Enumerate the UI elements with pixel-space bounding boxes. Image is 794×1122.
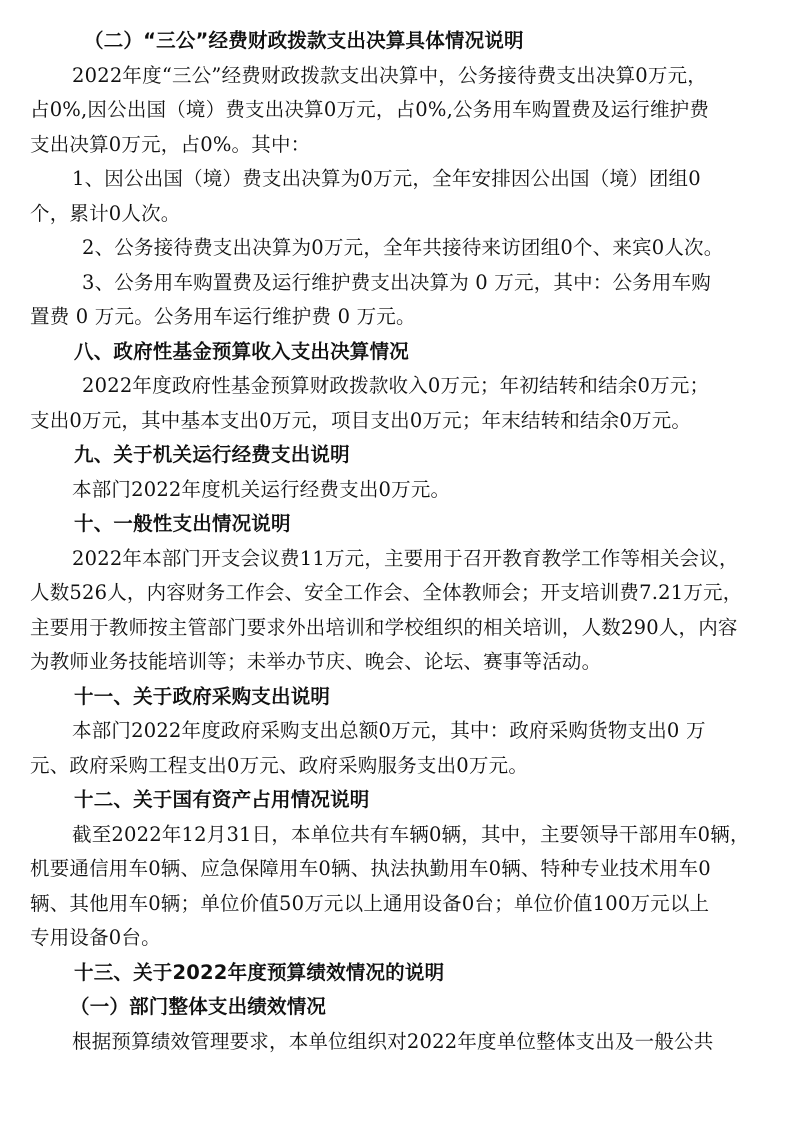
- paragraph-line: 支出决算0万元，占0%。其中：: [30, 132, 311, 156]
- paragraph-line: 本部门2022年度机关运行经费支出0万元。: [72, 477, 451, 501]
- paragraph-line: 3、公务用车购置费及运行维护费支出决算为 0 万元，其中：公务用车购: [82, 270, 712, 294]
- paragraph-line: 个，累计0人次。: [30, 201, 181, 225]
- paragraph-line: 为教师业务技能培训等；未举办节庆、晚会、论坛、赛事等活动。: [30, 650, 602, 673]
- section-heading-general-expenditure: 十、一般性支出情况说明: [74, 512, 291, 535]
- paragraph-line: 支出0万元，其中基本支出0万元，项目支出0万元；年末结转和结余0万元。: [30, 408, 692, 432]
- section-heading-operating-expenses: 九、关于机关运行经费支出说明: [74, 443, 350, 466]
- paragraph-line: 人数526人，内容财务工作会、安全工作会、全体教师会；开支培训费7.21万元，: [30, 581, 743, 604]
- paragraph-line: 2022年度政府性基金预算财政拨款收入0万元；年初结转和结余0万元；: [82, 374, 710, 397]
- paragraph-line: 截至2022年12月31日，本单位共有车辆0辆，其中，主要领导干部用车0辆，: [72, 822, 750, 846]
- paragraph-line: 专用设备0台。: [30, 926, 161, 949]
- paragraph-line: 2022年本部门开支会议费11万元，主要用于召开教育教学工作等相关会议，: [72, 546, 739, 570]
- paragraph-line: 置费 0 万元。公务用车运行维护费 0 万元。: [30, 305, 416, 328]
- paragraph-line: 机要通信用车0辆、应急保障用车0辆、执法执勤用车0辆、特种专业技术用车0: [30, 857, 711, 880]
- section-heading-state-assets: 十二、关于国有资产占用情况说明: [74, 788, 370, 811]
- paragraph-line: 本部门2022年度政府采购支出总额0万元，其中：政府采购货物支出0 万: [72, 719, 706, 742]
- paragraph-line: 1、因公出国（境）费支出决算为0万元，全年安排因公出国（境）团组0: [72, 167, 701, 190]
- section-heading-three-public-detail: （二）“三公”经费财政拨款支出决算具体情况说明: [84, 29, 524, 52]
- paragraph-line: 2022年度“三公”经费财政拨款支出决算中，公务接待费支出决算0万元，: [72, 63, 707, 87]
- paragraph-line: 根据预算绩效管理要求，本单位组织对2022年度单位整体支出及一般公共: [72, 1029, 714, 1053]
- section-heading-performance: 十三、关于2022年度预算绩效情况的说明: [74, 960, 445, 984]
- paragraph-line: 2、公务接待费支出决算为0万元，全年共接待来访团组0个、来宾0人次。: [82, 236, 724, 259]
- paragraph-line: 主要用于教师按主管部门要求外出培训和学校组织的相关培训，人数290人，内容: [30, 615, 738, 639]
- section-heading-government-fund: 八、政府性基金预算收入支出决算情况: [74, 339, 409, 363]
- paragraph-line: 元、政府采购工程支出0万元、政府采购服务支出0万元。: [30, 753, 529, 777]
- section-heading-procurement: 十一、关于政府采购支出说明: [74, 684, 331, 708]
- paragraph-line: 辆、其他用车0辆；单位价值50万元以上通用设备0台；单位价值100万元以上: [30, 891, 710, 915]
- paragraph-line: 占0%,因公出国（境）费支出决算0万元，占0%,公务用车购置费及运行维护费: [30, 98, 710, 121]
- subsection-heading-overall-performance: （一）部门整体支出绩效情况: [70, 995, 327, 1018]
